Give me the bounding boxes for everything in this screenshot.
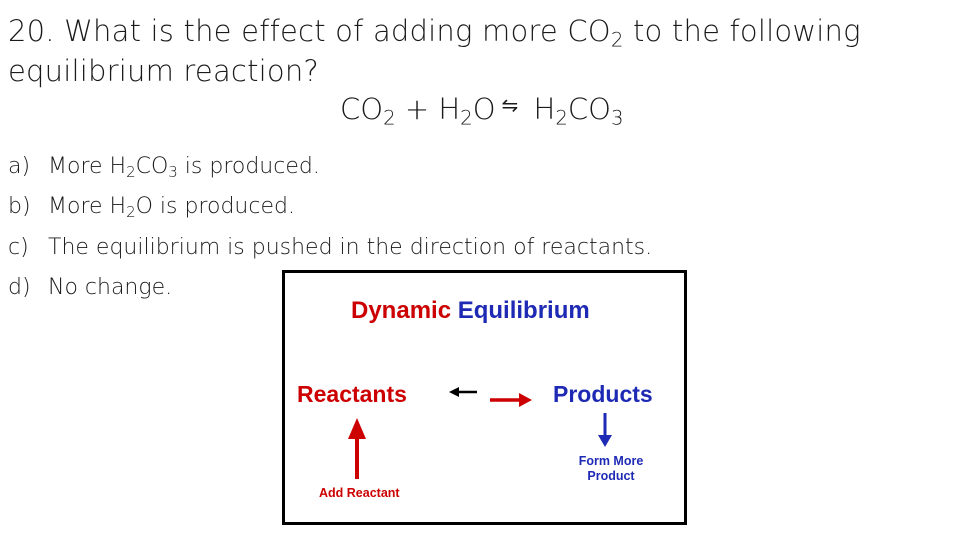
backward-arrow-icon [449, 387, 477, 397]
eq-co: CO [340, 92, 384, 126]
reactants-label: Reactants [297, 381, 407, 407]
form-more-text: Form More [578, 454, 644, 468]
eq-plus-h: + H [395, 92, 461, 126]
option-b-text [48, 194, 295, 222]
diagram-title-equilibrium: Equilibrium [457, 297, 590, 324]
eq-h-sub: 2 [460, 106, 473, 130]
equilibrium-equation [340, 92, 624, 130]
option-a-pre: More H [48, 153, 127, 179]
option-d-text: No change. [48, 275, 173, 301]
option-c[interactable] [8, 227, 652, 268]
add-reactant-label: Add Reactant [319, 486, 400, 500]
eq-co3-sub: 3 [610, 106, 624, 130]
option-a[interactable] [8, 146, 652, 187]
question-text-1: 20. What is the effect of adding more CO [8, 14, 611, 48]
eq-co-sub: 2 [383, 106, 396, 130]
option-b-letter: b) [8, 194, 31, 220]
co2-subscript: 2 [610, 28, 624, 52]
down-arrow-icon [598, 413, 612, 447]
option-b-sub1: 2 [126, 203, 136, 222]
forward-arrow-icon [490, 393, 532, 407]
question-line-2: equilibrium reaction? [8, 54, 320, 88]
dynamic-equilibrium-diagram [282, 270, 687, 525]
option-a-mid: CO [135, 153, 169, 179]
option-b-post: O is produced. [135, 194, 295, 220]
option-b-pre: More H [48, 194, 127, 220]
option-d-letter: d) [8, 275, 31, 301]
option-a-post: is produced. [177, 153, 320, 179]
product-text: Product [587, 469, 635, 483]
eq-co3: CO [567, 92, 611, 126]
option-c-letter: c) [8, 234, 29, 260]
option-a-sub2: 3 [168, 162, 178, 181]
option-c-text: The equilibrium is pushed in the direction of reactants. [48, 234, 653, 260]
option-a-letter: a) [8, 153, 31, 179]
eq-h2-sub: 2 [555, 106, 568, 130]
equilibrium-arrow-icon: ⇋ [501, 93, 519, 117]
diagram-title-dynamic: Dynamic [351, 297, 458, 324]
products-label: Products [553, 381, 653, 407]
option-a-sub1: 2 [126, 162, 136, 181]
option-b[interactable] [8, 187, 652, 228]
eq-o: O [472, 92, 496, 126]
question-line-1 [8, 14, 861, 52]
diagram-arrows [285, 273, 684, 522]
question-text-1-tail: to the following [623, 14, 861, 48]
up-arrow-icon [348, 418, 366, 479]
option-a-text [48, 154, 320, 179]
eq-h2: H [524, 92, 556, 126]
